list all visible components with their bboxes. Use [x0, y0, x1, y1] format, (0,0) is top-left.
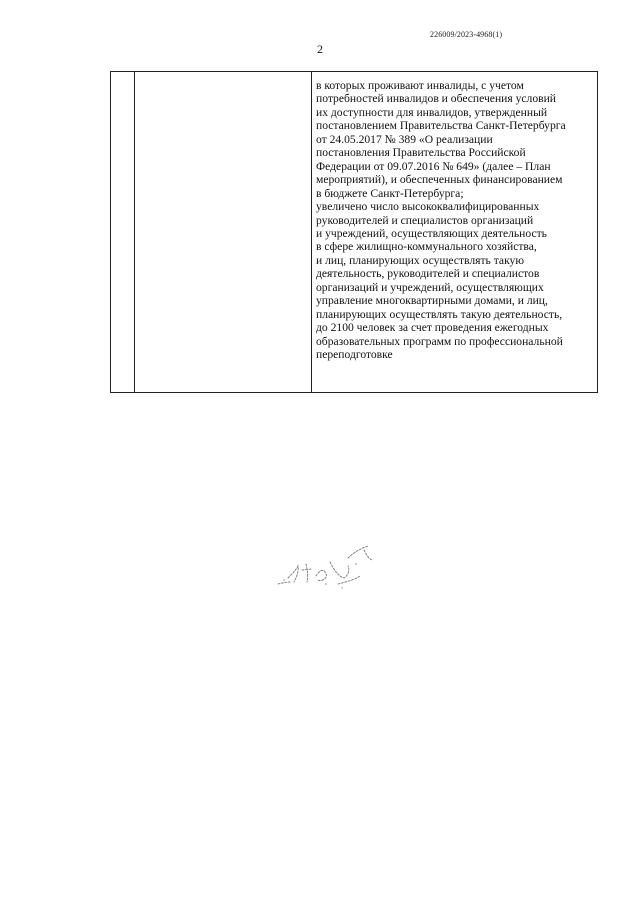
text-line: потребностей инвалидов и обеспечения условий — [316, 92, 556, 106]
text-line: мероприятий), и обеспеченных финансированием — [316, 173, 563, 187]
text-line: деятельность, руководителей и специалистов — [316, 267, 540, 281]
text-line: постановления Правительства Российской — [316, 146, 526, 160]
content-table — [110, 71, 598, 393]
text-line: до 2100 человек за счет проведения ежегодных — [316, 321, 549, 335]
text-line: образовательных программ по профессиональной — [316, 334, 563, 348]
table-cell-text — [316, 79, 598, 362]
text-line: Федерации от 09.07.2016 № 649» (далее – План — [316, 159, 551, 173]
text-line: от 24.05.2017 № 389 «О реализации — [316, 132, 493, 146]
text-line: и лиц, планирующих осуществлять такую — [316, 253, 524, 267]
text-line: в бюджете Санкт-Петербурга; — [316, 186, 464, 200]
text-line: планирующих осуществлять такую деятельность, — [316, 307, 563, 321]
page-number: 2 — [317, 42, 323, 56]
text-line: управление многоквартирными домами, и лиц, — [316, 294, 548, 308]
text-line: в которых проживают инвалиды, с учетом — [316, 79, 524, 92]
table-column-divider-2 — [311, 72, 312, 392]
text-line: переподготовке — [316, 348, 393, 362]
text-line: их доступности для инвалидов, утвержденный — [316, 105, 548, 119]
text-line: постановлением Правительства Санкт-Петербурга — [316, 119, 566, 133]
text-line: в сфере жилищно-коммунального хозяйства, — [316, 240, 537, 254]
text-line: организаций и учреждений, осуществляющих — [316, 280, 544, 294]
text-line: увеличено число высококвалифицированных — [316, 200, 540, 214]
text-line: руководителей и специалистов организаций — [316, 213, 534, 227]
handwritten-signature-icon — [268, 540, 388, 596]
text-line: и учреждений, осуществляющих деятельность — [316, 226, 547, 240]
document-registration-number: 226009/2023-4968(1) — [430, 30, 503, 39]
table-column-divider-1 — [134, 72, 135, 392]
